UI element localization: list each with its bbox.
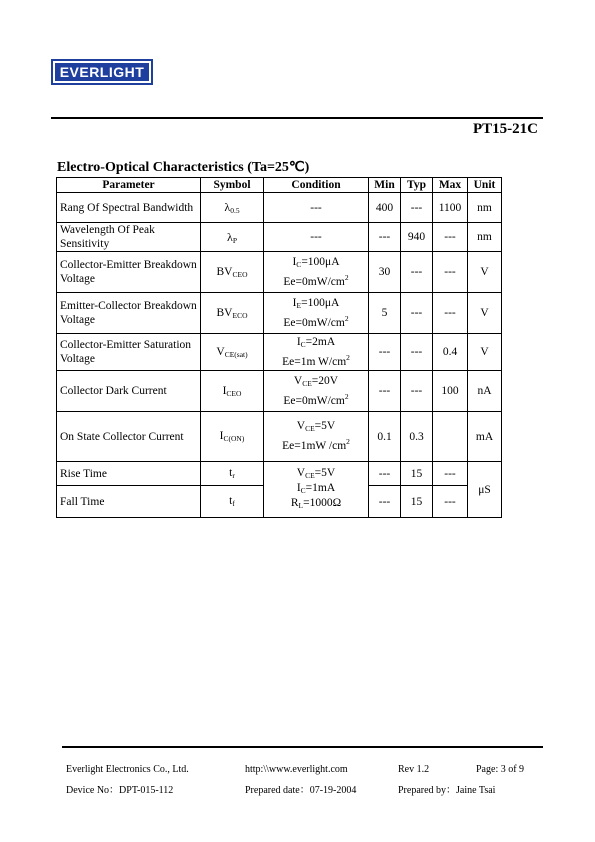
cell-min: --- [369, 334, 401, 371]
footer-device-no: Device No：DPT-015-112 [66, 785, 174, 796]
cell-parameter: Wavelength Of Peak Sensitivity [57, 223, 201, 252]
cell-parameter: Rise Time [57, 462, 201, 486]
cell-typ: 0.3 [401, 412, 433, 462]
cell-typ: --- [401, 334, 433, 371]
cell-symbol: $\lambda_P$ [201, 223, 264, 252]
cell-unit: V [468, 334, 502, 371]
header-min: Min [369, 178, 401, 193]
footer-divider [62, 746, 543, 748]
cell-max: 100 [433, 371, 468, 412]
cell-min: 30 [369, 252, 401, 293]
cell-max: 0.4 [433, 334, 468, 371]
cell-symbol: $I_{CEO}$ [201, 371, 264, 412]
cell-parameter: Emitter-Collector Breakdown Voltage [57, 293, 201, 334]
cell-condition: $V_{CE}=5V$ Ee=1mW $/cm^2$ [264, 412, 369, 462]
cell-min: 5 [369, 293, 401, 334]
cell-max: --- [433, 252, 468, 293]
cell-min: --- [369, 486, 401, 518]
cell-symbol: $V_{CE(sat)}$ [201, 334, 264, 371]
cell-condition: $I_C=100\mu A$ $Ee=0mW/cm^2$ [264, 252, 369, 293]
cell-parameter: Rang Of Spectral Bandwidth [57, 193, 201, 223]
header-max: Max [433, 178, 468, 193]
table-row [57, 252, 502, 293]
cell-typ: --- [401, 371, 433, 412]
cell-max: --- [433, 462, 468, 486]
cell-max: --- [433, 293, 468, 334]
cell-parameter: Collector-Emitter Saturation Voltage [57, 334, 201, 371]
cell-unit: V [468, 252, 502, 293]
table-row [57, 193, 502, 223]
cell-symbol: $t_f$ [201, 486, 264, 518]
electro-optical-table [56, 177, 502, 518]
header-parameter: Parameter [57, 178, 201, 193]
cell-min: 0.1 [369, 412, 401, 462]
cell-typ: --- [401, 252, 433, 293]
cell-parameter: Collector-Emitter Breakdown Voltage [57, 252, 201, 293]
table-row [57, 334, 502, 371]
cell-unit: V [468, 293, 502, 334]
header-symbol: Symbol [201, 178, 264, 193]
cell-unit: nm [468, 223, 502, 252]
cell-unit: nA [468, 371, 502, 412]
cell-max: 1100 [433, 193, 468, 223]
table-row [57, 293, 502, 334]
section-title: Electro-Optical Characteristics (Ta=25℃) [57, 160, 310, 175]
footer-prepared-by: Prepared by：Jaine Tsai [398, 785, 496, 796]
cell-max: --- [433, 486, 468, 518]
cell-typ: 15 [401, 462, 433, 486]
cell-condition: $V_{CE}=20V$ $Ee=0mW/cm^2$ [264, 371, 369, 412]
cell-condition-timing: $V_{CE}=5V$ $I_C=1mA$ $R_L=1000\Omega$ [264, 462, 369, 518]
everlight-logo [51, 59, 153, 85]
header-condition: Condition [264, 178, 369, 193]
table-header-row [57, 178, 502, 193]
cell-typ: 15 [401, 486, 433, 518]
cell-min: --- [369, 223, 401, 252]
part-number: PT15-21C [473, 121, 538, 137]
cell-unit: nm [468, 193, 502, 223]
cell-parameter: On State Collector Current [57, 412, 201, 462]
cell-max: --- [433, 223, 468, 252]
cell-typ: --- [401, 293, 433, 334]
header-typ: Typ [401, 178, 433, 193]
cell-condition: --- [264, 193, 369, 223]
cell-unit: mA [468, 412, 502, 462]
cell-parameter: Collector Dark Current [57, 371, 201, 412]
cell-typ: --- [401, 193, 433, 223]
footer-page: Page: 3 of 9 [476, 764, 525, 775]
table-row [57, 371, 502, 412]
cell-min: --- [369, 371, 401, 412]
logo-text: EVERLIGHT [55, 63, 149, 81]
cell-unit-timing: μS [468, 462, 502, 518]
table-row [57, 223, 502, 252]
header-divider [51, 117, 543, 119]
table-row [57, 462, 502, 486]
cell-max [433, 412, 468, 462]
cell-condition: $I_E=100\mu A$ $Ee=0mW/cm^2$ [264, 293, 369, 334]
cell-min: 400 [369, 193, 401, 223]
cell-symbol: $BV_{ECO}$ [201, 293, 264, 334]
footer-prepared-date: Prepared date：07-19-2004 [245, 785, 357, 796]
header-unit: Unit [468, 178, 502, 193]
cell-typ: 940 [401, 223, 433, 252]
cell-symbol: $\lambda_{0.5}$ [201, 193, 264, 223]
table-row [57, 412, 502, 462]
cell-symbol: $BV_{CEO}$ [201, 252, 264, 293]
cell-condition: $I_C=2mA$ Ee=1m $W/cm^2$ [264, 334, 369, 371]
cell-min: --- [369, 462, 401, 486]
cell-parameter: Fall Time [57, 486, 201, 518]
cell-symbol: $t_r$ [201, 462, 264, 486]
footer-company: Everlight Electronics Co., Ltd. [66, 764, 189, 775]
footer-rev: Rev 1.2 [398, 764, 430, 775]
cell-condition: --- [264, 223, 369, 252]
cell-symbol: $I_{C(ON)}$ [201, 412, 264, 462]
footer-url: http:\\www.everlight.com [245, 764, 348, 775]
